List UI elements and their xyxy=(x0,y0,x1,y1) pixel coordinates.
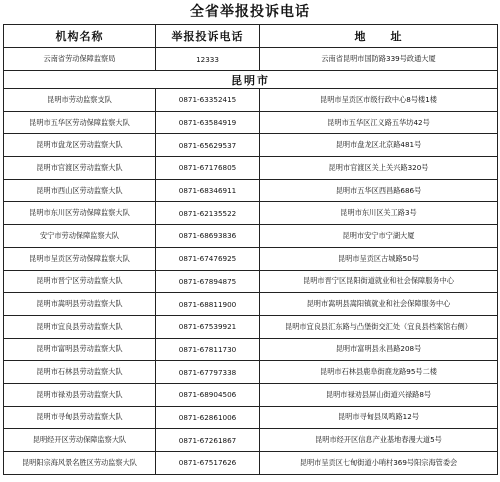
cell-name: 昆明市晋宁区劳动监察大队 xyxy=(4,270,156,293)
cell-address: 昆明市富明县永昌路208号 xyxy=(260,338,498,361)
cell-name: 昆明市劳动监察支队 xyxy=(4,89,156,112)
table-row xyxy=(4,134,498,157)
cell-name: 昆明市东川区劳动保障监察大队 xyxy=(4,202,156,225)
cell-phone: 0871-68346911 xyxy=(156,179,260,202)
cell-address: 昆明市寻甸县凤鸣路12号 xyxy=(260,406,498,429)
cell-address: 昆明市嵩明县嵩阳镇就业和社会保障服务中心 xyxy=(260,293,498,316)
table-row-province xyxy=(4,48,498,71)
cell-phone: 0871-67517626 xyxy=(156,452,260,475)
header-institution-name: 机构名称 xyxy=(4,25,156,48)
table-row xyxy=(4,270,498,293)
table-row xyxy=(4,315,498,338)
cell-name: 昆明市禄劝县劳动监察大队 xyxy=(4,383,156,406)
cell-address: 昆明市经开区信息产业基地春漫大道5号 xyxy=(260,429,498,452)
cell-name: 昆明市呈贡区劳动保障监察大队 xyxy=(4,247,156,270)
page-title: 全省举报投诉电话 xyxy=(190,4,310,20)
cell-address: 昆明市禄劝县屏山街道兴禄路8号 xyxy=(260,383,498,406)
cell-phone: 12333 xyxy=(156,48,260,71)
cell-phone: 0871-63352415 xyxy=(156,89,260,112)
cell-address: 云南省昆明市国防路339号政通大厦 xyxy=(260,48,498,71)
cell-address: 昆明市晋宁区昆阳街道就业和社会保障服务中心 xyxy=(260,270,498,293)
cell-name: 昆明市五华区劳动保障监察大队 xyxy=(4,111,156,134)
table-row xyxy=(4,406,498,429)
cell-phone: 0871-67176805 xyxy=(156,157,260,180)
cell-phone: 0871-67797338 xyxy=(156,361,260,384)
cell-address: 昆明市呈贡区七甸街道小哨村369号阳宗海管委会 xyxy=(260,452,498,475)
cell-phone: 0871-67811730 xyxy=(156,338,260,361)
table-row xyxy=(4,225,498,248)
cell-address: 昆明市宜良县汇东路与凸堡街交汇处（宜良县档案馆右侧） xyxy=(260,315,498,338)
cell-phone: 0871-62135522 xyxy=(156,202,260,225)
header-address: 地 址 xyxy=(260,25,498,48)
section-title-kunming: 昆明市 xyxy=(4,71,498,89)
cell-phone: 0871-68693836 xyxy=(156,225,260,248)
cell-phone: 0871-67476925 xyxy=(156,247,260,270)
table-row xyxy=(4,89,498,112)
cell-phone: 0871-67261867 xyxy=(156,429,260,452)
table-row xyxy=(4,338,498,361)
table-row xyxy=(4,361,498,384)
cell-phone: 0871-63584919 xyxy=(156,111,260,134)
cell-name: 昆明市石林县劳动监察大队 xyxy=(4,361,156,384)
cell-address: 昆明市五华区江义路五华坊42号 xyxy=(260,111,498,134)
cell-phone: 0871-62861006 xyxy=(156,406,260,429)
table-row xyxy=(4,157,498,180)
cell-address: 昆明市五华区西昌路686号 xyxy=(260,179,498,202)
table-row xyxy=(4,179,498,202)
table-row xyxy=(4,452,498,475)
cell-phone: 0871-67539921 xyxy=(156,315,260,338)
complaint-phone-table xyxy=(3,24,498,475)
cell-phone: 0871-67894875 xyxy=(156,270,260,293)
table-row xyxy=(4,383,498,406)
cell-address: 昆明市安宁市宁湖大厦 xyxy=(260,225,498,248)
cell-address: 昆明市呈贡区古城路50号 xyxy=(260,247,498,270)
cell-address: 昆明市石林县鹿阜街鹿龙路95号二楼 xyxy=(260,361,498,384)
table-row xyxy=(4,293,498,316)
cell-name: 昆明经开区劳动保障监察大队 xyxy=(4,429,156,452)
table-row xyxy=(4,429,498,452)
cell-name: 昆明市西山区劳动监察大队 xyxy=(4,179,156,202)
cell-address: 昆明市盘龙区北京路481号 xyxy=(260,134,498,157)
cell-phone: 0871-68811900 xyxy=(156,293,260,316)
table-row xyxy=(4,202,498,225)
cell-name: 昆明市官渡区劳动监察大队 xyxy=(4,157,156,180)
table-row xyxy=(4,247,498,270)
cell-name: 昆明市宜良县劳动监察大队 xyxy=(4,315,156,338)
header-complaint-phone: 举报投诉电话 xyxy=(156,25,260,48)
cell-name: 昆明市嵩明县劳动监察大队 xyxy=(4,293,156,316)
cell-phone: 0871-65629537 xyxy=(156,134,260,157)
cell-name: 昆明市寻甸县劳动监察大队 xyxy=(4,406,156,429)
table-header-row xyxy=(4,25,498,48)
cell-name: 昆明阳宗海风景名胜区劳动监察大队 xyxy=(4,452,156,475)
cell-name: 昆明市富明县劳动监察大队 xyxy=(4,338,156,361)
cell-address: 昆明市官渡区关上关兴路320号 xyxy=(260,157,498,180)
cell-address: 昆明市东川区关工路3号 xyxy=(260,202,498,225)
cell-phone: 0871-68904506 xyxy=(156,383,260,406)
cell-name: 昆明市盘龙区劳动监察大队 xyxy=(4,134,156,157)
cell-name: 安宁市劳动保障监察大队 xyxy=(4,225,156,248)
table-row xyxy=(4,111,498,134)
cell-name: 云南省劳动保障监察局 xyxy=(4,48,156,71)
section-row-kunming xyxy=(4,71,498,89)
cell-address: 昆明市呈贡区市级行政中心8号楼1楼 xyxy=(260,89,498,112)
